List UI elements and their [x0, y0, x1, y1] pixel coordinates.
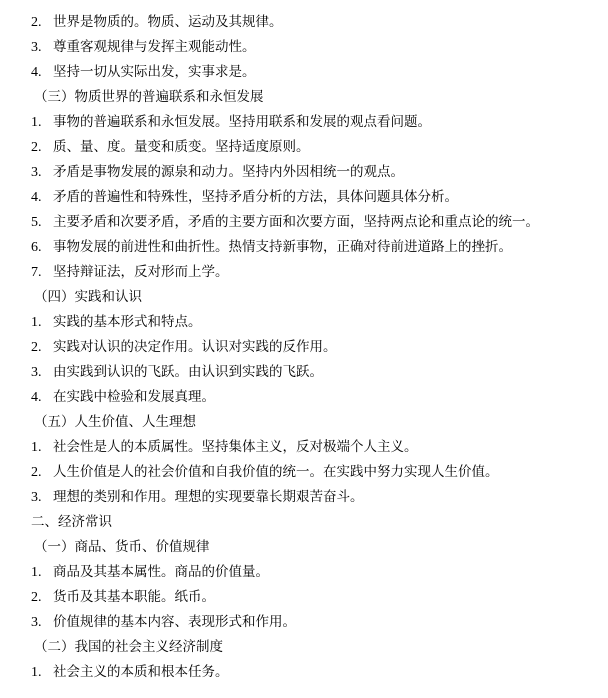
item-number: 1. — [31, 315, 42, 330]
item-text: 人生价值是人的社会价值和自我价值的统一。在实践中努力实现人生价值。 — [53, 464, 499, 480]
item-number: 1. — [31, 665, 42, 680]
item-text: 价值规律的基本内容、表现形式和作用。 — [53, 614, 296, 630]
item-text: 理想的类别和作用。理想的实现要靠长期艰苦奋斗。 — [53, 489, 364, 505]
item-number: 2. — [31, 465, 42, 480]
list-item — [0, 460, 608, 485]
item-text: 主要矛盾和次要矛盾，矛盾的主要方面和次要方面，坚持两点论和重点论的统一。 — [53, 214, 539, 230]
subsection-heading — [0, 85, 608, 110]
item-number: 4. — [31, 390, 42, 405]
list-item — [0, 185, 608, 210]
item-number: 4. — [31, 65, 42, 80]
heading-text: （四）实践和认识 — [34, 289, 142, 305]
list-item — [0, 310, 608, 335]
list-item — [0, 560, 608, 585]
list-item — [0, 485, 608, 510]
item-number: 3. — [31, 165, 42, 180]
item-text: 在实践中检验和发展真理。 — [53, 389, 215, 405]
item-number: 2. — [31, 590, 42, 605]
list-item — [0, 110, 608, 135]
item-text: 实践的基本形式和特点。 — [53, 314, 202, 330]
list-item — [0, 160, 608, 185]
item-text: 由实践到认识的飞跃。由认识到实践的飞跃。 — [53, 364, 323, 380]
list-item — [0, 335, 608, 360]
heading-text: 二、经济常识 — [31, 514, 112, 530]
item-number: 1. — [31, 115, 42, 130]
list-item — [0, 210, 608, 235]
list-item — [0, 610, 608, 635]
item-text: 事物发展的前进性和曲折性。热情支持新事物，正确对待前进道路上的挫折。 — [53, 239, 512, 255]
item-number: 5. — [31, 215, 42, 230]
list-item — [0, 660, 608, 685]
item-number: 2. — [31, 15, 42, 30]
item-text: 货币及其基本职能。纸币。 — [53, 589, 215, 605]
item-number: 3. — [31, 40, 42, 55]
item-number: 1. — [31, 565, 42, 580]
item-number: 2. — [31, 340, 42, 355]
item-text: 坚持一切从实际出发，实事求是。 — [53, 64, 256, 80]
item-text: 商品及其基本属性。商品的价值量。 — [53, 564, 269, 580]
item-text: 事物的普遍联系和永恒发展。坚持用联系和发展的观点看问题。 — [53, 114, 431, 130]
heading-text: （二）我国的社会主义经济制度 — [34, 639, 223, 655]
list-item — [0, 10, 608, 35]
item-number: 1. — [31, 440, 42, 455]
item-number: 4. — [31, 190, 42, 205]
list-item — [0, 585, 608, 610]
list-item — [0, 235, 608, 260]
subsection-heading — [0, 635, 608, 660]
item-number: 6. — [31, 240, 42, 255]
list-item — [0, 385, 608, 410]
list-item — [0, 135, 608, 160]
list-item — [0, 360, 608, 385]
heading-text: （五）人生价值、人生理想 — [34, 414, 196, 430]
item-text: 尊重客观规律与发挥主观能动性。 — [53, 39, 256, 55]
subsection-heading — [0, 535, 608, 560]
subsection-heading — [0, 410, 608, 435]
item-number: 7. — [31, 265, 42, 280]
item-text: 实践对认识的决定作用。认识对实践的反作用。 — [53, 339, 337, 355]
item-text: 矛盾的普遍性和特殊性，坚持矛盾分析的方法，具体问题具体分析。 — [53, 189, 458, 205]
item-number: 3. — [31, 490, 42, 505]
heading-text: （三）物质世界的普遍联系和永恒发展 — [34, 89, 264, 105]
list-item — [0, 260, 608, 285]
item-number: 3. — [31, 365, 42, 380]
list-item — [0, 435, 608, 460]
item-text: 质、量、度。量变和质变。坚持适度原则。 — [53, 139, 310, 155]
item-text: 矛盾是事物发展的源泉和动力。坚持内外因相统一的观点。 — [53, 164, 404, 180]
list-item — [0, 60, 608, 85]
item-text: 社会主义的本质和根本任务。 — [53, 664, 229, 680]
subsection-heading — [0, 285, 608, 310]
heading-text: （一）商品、货币、价值规律 — [34, 539, 210, 555]
item-text: 世界是物质的。物质、运动及其规律。 — [53, 14, 283, 30]
item-text: 社会性是人的本质属性。坚持集体主义，反对极端个人主义。 — [53, 439, 418, 455]
section-heading — [0, 510, 608, 535]
item-text: 坚持辩证法，反对形而上学。 — [53, 264, 229, 280]
item-number: 2. — [31, 140, 42, 155]
list-item — [0, 35, 608, 60]
item-number: 3. — [31, 615, 42, 630]
